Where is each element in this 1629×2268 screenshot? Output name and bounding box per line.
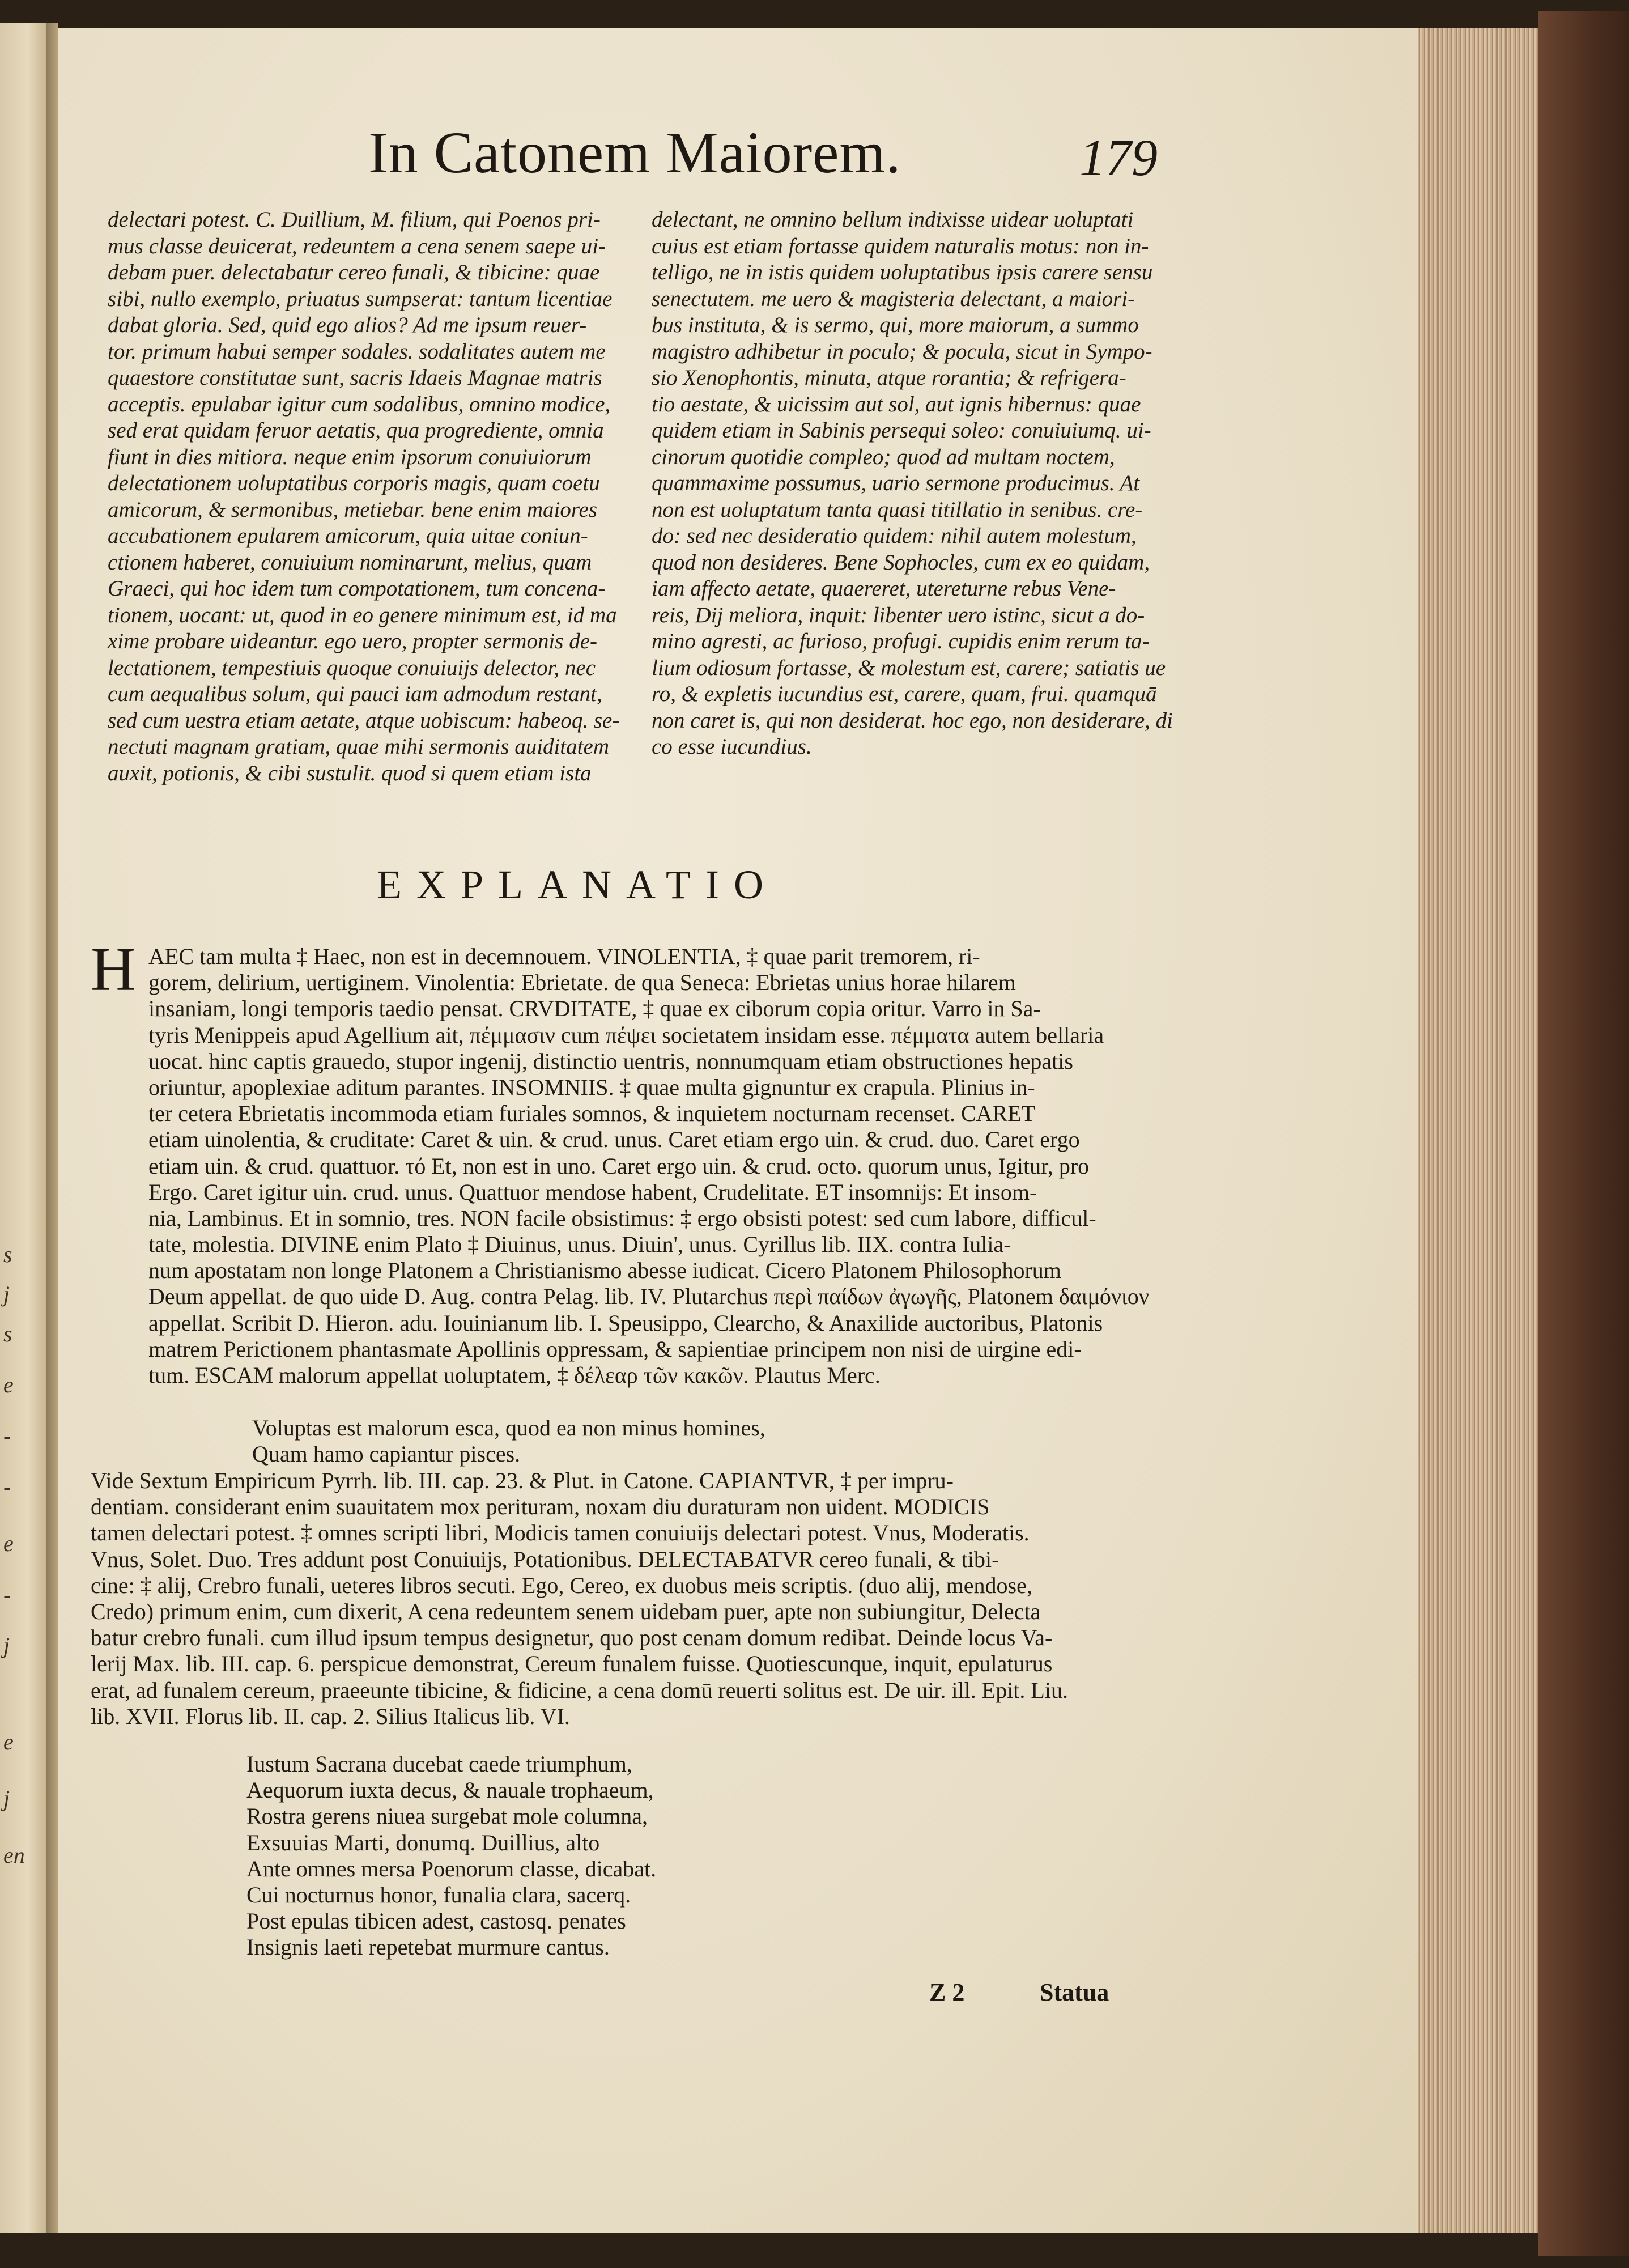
drop-initial: H (91, 935, 136, 1004)
verse-2-line: Post epulas tibicen adest, castosq. penates (246, 1908, 626, 1934)
facing-page-fragment: e (3, 1729, 14, 1755)
dialogue-right-line: telligo, ne in istis quidem uoluptatibus ipsis carere sensu (652, 260, 1153, 284)
dialogue-right-line: delectant, ne omnino bellum indixisse uidear uoluptati (652, 207, 1134, 232)
verse-2-line: Cui nocturnus honor, funalia clara, sacerq. (246, 1881, 631, 1908)
catchword: Statua (1040, 1978, 1109, 2006)
facing-page-fragment: s (3, 1242, 12, 1267)
dialogue-right-line: quammaxime possumus, uario sermone producimus. At (652, 471, 1140, 495)
commentary-1-line: etiam uinolentia, & cruditate: Caret & uin. & crud. unus. Caret etiam ergo uin. & crud. duo. Caret ergo (148, 1127, 1080, 1153)
commentary-2-line: lerij Max. lib. III. cap. 6. perspicue demonstrat, Cereum funalem fuisse. Quotiescunque, inquit, epulaturus (91, 1651, 1053, 1677)
page-number: 179 (1079, 129, 1158, 186)
commentary-2-line: tamen delectari potest. ‡ omnes scripti libri, Modicis tamen conuiuijs delectari potest. Vnus, Moderatis. (91, 1520, 1030, 1546)
commentary-1-line: num apostatam non longe Platonem a Christianismo abesse iudicat. Cicero Platonem Philosophorum (148, 1258, 1061, 1284)
dialogue-left-line: acceptis. epulabar igitur cum sodalibus, omnino modice, (108, 392, 611, 417)
dialogue-column-right (652, 207, 1173, 761)
commentary-2-line: Vide Sextum Empiricum Pyrrh. lib. III. cap. 23. & Plut. in Catone. CAPIANTVR, ‡ per impru- (91, 1468, 954, 1493)
book-gutter (46, 23, 58, 2233)
commentary-1-line: nia, Lambinus. Et in somnio, tres. NON facile obsistimus: ‡ ergo obsisti potest: sed cum labore, difficul- (148, 1205, 1096, 1231)
dialogue-right-line: bus instituta, & is sermo, qui, more maiorum, a summo (652, 313, 1139, 337)
facing-page-edge (0, 23, 46, 2233)
signature-mark: Z 2 (929, 1978, 965, 2006)
verse-2-line: Exsuuias Marti, donumq. Duillius, alto (246, 1829, 600, 1855)
dialogue-left-line: xime probare uideantur. ego uero, propter sermonis de- (108, 629, 598, 653)
commentary-1-line: Deum appellat. de quo uide D. Aug. contra Pelag. lib. IV. Plutarchus περὶ παίδων ἀγωγῆς, Platonem δαιμόνιον (148, 1284, 1149, 1310)
facing-page-fragment: en (3, 1842, 25, 1868)
running-title: In Catonem Maiorem. (368, 120, 901, 185)
verse-2-line: Rostra gerens niuea surgebat mole columna, (246, 1803, 648, 1829)
section-title: EXPLANATIO (377, 862, 778, 907)
commentary-1-line: oriuntur, apoplexiae aditum parantes. INSOMNIIS. ‡ quae multa gignuntur ex crapula. Plinius in- (148, 1074, 1035, 1100)
commentary-2-line: Credo) primum enim, cum dixerit, A cena redeuntem senem uidebam puer, apte non subiungitur, Delecta (91, 1598, 1041, 1624)
dialogue-left-line: amicorum, & sermonibus, metiebar. bene enim maiores (108, 497, 598, 522)
verse-quote-silius (246, 1751, 656, 1961)
dialogue-left-line: sed erat quidam feruor aetatis, qua progrediente, omnia (108, 418, 604, 443)
verse-2-line: Iustum Sacrana ducebat caede triumphum, (246, 1751, 632, 1777)
facing-page-fragment: e (3, 1531, 14, 1556)
verse-2-line: Ante omnes mersa Poenorum classe, dicabat. (246, 1855, 657, 1881)
dialogue-left-line: auxit, potionis, & cibi sustulit. quod si quem etiam ista (108, 761, 592, 785)
verse-1-line: Quam hamo capiantur pisces. (252, 1441, 521, 1467)
dialogue-right-line: cuius est etiam fortasse quidem naturalis motus: non in- (652, 233, 1149, 258)
commentary-2-line: batur crebro funali. cum illud ipsum tempus designetur, quo post cenam domum redibat. Deinde locus Va- (91, 1625, 1053, 1651)
dialogue-left-line: cum aequalibus solum, qui pauci iam admodum restant, (108, 682, 602, 706)
dialogue-right-line: lium odiosum fortasse, & molestum est, carere; satiatis ue (652, 655, 1166, 680)
commentary-1-line: ter cetera Ebrietatis incommoda etiam furiales somnos, & inquietem nocturnam recenset. CARET (148, 1101, 1036, 1127)
dialogue-left-line: nectuti magnam gratiam, quae mihi sermonis auiditatem (108, 734, 610, 759)
verse-2-line: Insignis laeti repetebat murmure cantus. (246, 1934, 610, 1960)
dialogue-right-line: mino agresti, ac furioso, profugi. cupidis enim rerum ta- (652, 629, 1150, 653)
commentary-2-line: dentiam. considerant enim suauitatem mox perituram, noxam diu duraturam non uident. MODICIS (91, 1494, 990, 1520)
dialogue-left-line: debam puer. delectabatur cereo funali, & tibicine: quae (108, 260, 600, 284)
dialogue-right-line: sio Xenophontis, minuta, atque rorantia; & refrigera- (652, 366, 1126, 390)
facing-page-fragment: - (3, 1423, 11, 1449)
commentary-1-line: uocat. hinc captis grauedo, stupor ingenij, distinctio uentris, nonnumquam etiam obstructiones hepatis (148, 1048, 1073, 1074)
dialogue-right-line: iam affecto aetate, quaereret, utereturne rebus Vene- (652, 576, 1116, 601)
dialogue-column-left (108, 207, 619, 787)
facing-page-fragment: - (3, 1582, 11, 1607)
dialogue-right-line: do: sed nec desideratio quidem: nihil autem molestum, (652, 524, 1137, 548)
dialogue-right-line: reis, Dij meliora, inquit: libenter uero istinc, sicut a do- (652, 602, 1145, 627)
dialogue-left-line: Graeci, qui hoc idem tum compotationem, tum concena- (108, 576, 606, 601)
dialogue-left-line: sed cum uestra etiam aetate, atque uobiscum: habeoq. se- (108, 708, 620, 733)
commentary-1-line: etiam uin. & crud. quattuor. τό Et, non est in uno. Caret ergo uin. & crud. octo. quorum unus, Igitur, pro (148, 1153, 1090, 1179)
dialogue-left-line: tor. primum habui semper sodales. sodalitates autem me (108, 339, 606, 364)
dialogue-right-line: senectutem. me uero & magisteria delectant, a maiori- (652, 286, 1135, 311)
facing-page-fragment: e (3, 1372, 14, 1398)
dialogue-right-line: magistro adhibetur in poculo; & pocula, sicut in Sympo- (652, 339, 1152, 364)
dialogue-right-line: non est uoluptatum tanta quasi titillatio in senibus. cre- (652, 497, 1143, 522)
dialogue-left-line: delectationem uoluptatibus corporis magis, quam coetu (108, 471, 600, 495)
verse-quote-plautus (252, 1415, 765, 1467)
dialogue-right-line: tio aestate, & uicissim aut sol, aut ignis hibernus: quae (652, 392, 1141, 417)
dialogue-right-line: cinorum quotidie compleo; quod ad multam noctem, (652, 444, 1115, 469)
dialogue-right-line: non caret is, qui non desiderat. hoc ego, non desiderare, di (652, 708, 1173, 733)
dialogue-left-line: dabat gloria. Sed, quid ego alios? Ad me ipsum reuer- (108, 313, 587, 337)
dialogue-right-line: co esse iucundius. (652, 734, 812, 759)
dialogue-left-line: delectari potest. C. Duillium, M. filium, qui Poenos pri- (108, 207, 601, 232)
commentary-block-2 (91, 1468, 1068, 1730)
commentary-1-line: appellat. Scribit D. Hieron. adu. Iouinianum lib. I. Speusippo, Clearcho, & Anaxilide auctoribus, Platonis (148, 1310, 1103, 1336)
verse-1-line: Voluptas est malorum esca, quod ea non minus homines, (252, 1415, 765, 1441)
facing-page-fragment: j (3, 1281, 10, 1307)
facing-page-fragment: j (3, 1786, 10, 1811)
dialogue-right-line: quod non desideres. Bene Sophocles, cum ex eo quidam, (652, 550, 1150, 575)
commentary-1-line: Ergo. Caret igitur uin. crud. unus. Quattuor mendose habent, Crudelitate. ET insomnijs: Et insom- (148, 1179, 1037, 1205)
facing-page-fragment: s (3, 1321, 12, 1347)
dialogue-left-line: tionem, uocant: ut, quod in eo genere minimum est, id ma (108, 602, 617, 627)
commentary-2-line: Vnus, Solet. Duo. Tres addunt post Conuiuijs, Potationibus. DELECTABATVR cereo funali, & tibi- (91, 1546, 999, 1572)
commentary-1-line: tate, molestia. DIVINE enim Plato ‡ Diuinus, unus. Diuin', unus. Cyrillus lib. IIX. contra Iulia- (148, 1231, 1011, 1258)
dialogue-right-line: quidem etiam in Sabinis persequi soleo: conuiuiumq. ui- (652, 418, 1151, 443)
facing-page-fragment: - (3, 1474, 11, 1500)
dialogue-left-line: accubationem epularem amicorum, quia uitae coniun- (108, 524, 588, 548)
commentary-block-1 (148, 944, 1149, 1388)
dialogue-right-line: ro, & expletis iucundius est, carere, quam, frui. quamquā (652, 682, 1157, 706)
page-edges (1418, 28, 1538, 2233)
dialogue-left-line: quaestore constitutae sunt, sacris Idaeis Magnae matris (108, 366, 602, 390)
dialogue-left-line: mus classe deuicerat, redeuntem a cena senem saepe ui- (108, 233, 606, 258)
commentary-1-line: insaniam, longi temporis taedio pensat. CRVDITATE, ‡ quae ex ciborum copia oritur. Varro in Sa- (148, 996, 1041, 1022)
commentary-2-line: cine: ‡ alij, Crebro funali, ueteres libros secuti. Ego, Cereo, ex duobus meis scriptis. (duo alij, mendose, (91, 1572, 1032, 1598)
dialogue-left-line: lectationem, tempestiuis quoque conuiuijs delector, nec (108, 655, 596, 680)
commentary-1-line: tum. ESCAM malorum appellat uoluptatem, ‡ δέλεαρ τῶν κακῶν. Plautus Merc. (148, 1362, 881, 1388)
dialogue-left-line: ctionem haberet, conuiuium nominarunt, melius, quam (108, 550, 592, 575)
dialogue-left-line: fiunt in dies mitiora. neque enim ipsorum conuiuiorum (108, 444, 592, 469)
commentary-1-line: gorem, delirium, uertiginem. Vinolentia: Ebrietate. de qua Seneca: Ebrietas unius horae hilarem (148, 970, 1016, 996)
commentary-1-line: matrem Perictionem phantasmate Apollinis oppressam, & sapientiae principem non nisi de uirgine edi- (148, 1336, 1082, 1362)
verse-2-line: Aequorum iuxta decus, & nauale trophaeum, (246, 1777, 654, 1803)
commentary-1-line: tyris Menippeis apud Agellium ait, πέμμασιν cum πέψει societatem insidam esse. πέμματα autem bellaria (148, 1022, 1104, 1048)
commentary-2-line: erat, ad funalem cereum, praeeunte tibicine, & fidicine, a cena domū reuerti solitus est. De uir. ill. Epit. Liu. (91, 1677, 1068, 1703)
dialogue-left-line: sibi, nullo exemplo, priuatus sumpserat: tantum licentiae (108, 286, 613, 311)
commentary-1-line: AEC tam multa ‡ Haec, non est in decemnouem. VINOLENTIA, ‡ quae parit tremorem, ri- (148, 944, 980, 969)
book-cover (1538, 11, 1629, 2256)
facing-page-fragment: j (3, 1633, 10, 1658)
commentary-2-line: lib. XVII. Florus lib. II. cap. 2. Silius Italicus lib. VI. (91, 1703, 570, 1729)
